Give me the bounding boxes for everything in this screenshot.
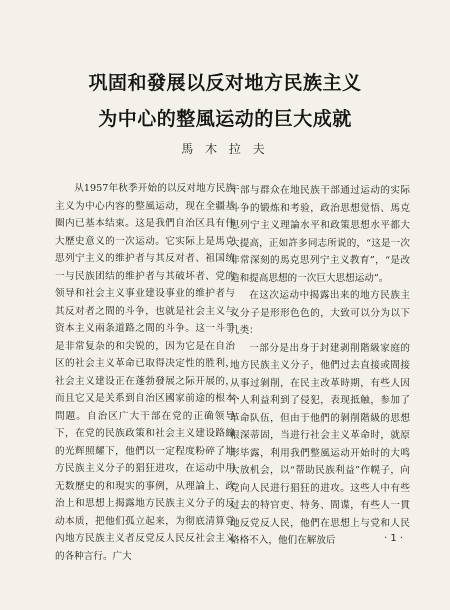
page-number: · 1 · — [384, 533, 404, 544]
author-name: 馬 木 拉 夫 — [181, 142, 269, 156]
right-paragraph-1: 干部与群众在地民族干部通过运动的实际斗争的锻炼和考验，政治思想觉悟、馬克思列宁主义理論水平和政策思想水平都大大提高，正如許多同志所说的，“这是一次非常深刻的馬克思列宁主义教育”，“是改造和提高思想的一次巨大思想运动”。 — [230, 185, 410, 284]
right-paragraph-2: 在这次运动中揭露出来的地方民族主义分子是形形色色的，大致可以分为以下几类： — [230, 290, 410, 336]
right-paragraph-3: 一部分是出身于封建剥削階級家庭的地方民族主义分子，他們过去直接或間接从事过剝削，在民主改革時期，有些人因个人利益利到了侵犯，表现抵触，参加了革命队伍，但由于他們的剝削階級的思想根深蒂固，当进行社会主义革命时，就原形毕露，利用我們整風运动开始时的大鸣大放机会，以“帮助民族利益”作幌子，向党向人民进行猖狂的进攻。这些人中有些过去的特官吏、特务、間谍，有些人一貫地反党反人民，他們在思想上与党和人民格格不入，他们在解放后 — [230, 342, 410, 546]
left-paragraph-1: 从1957年秋季开始的以反对地方民族主义为中心内容的整風运动，现在全疆基圈内已基本结束。这是我們自治区具有伟大歷史意义的一次运动。它实际上是馬克思列宁主义的维护者与其反对者、祖国统一与民族团结的维护者与其破坏者、党的领导和社会主义事业建设事业的维护者与其反对者之間的斗争，也就是社会主义与资本主义兩条道路之間的斗争。这一斗爭是非常复杂的和尖锐的，因为它是在自治区的社会主义革命已取得决定性的胜利，社会主义建设正在蓬勃發展之际开展的，而且它又是关系到自治区國家前途的根本問題。自治区广大干部在党的正确领导下，在党的民族政策和社会主义建设路線的光辉照耀下，他們以一定程度粉碎了地方民族主义分子的猖狂进攻，在运动中用无数歷史的和現实的事例，从理論上、政治上和思想上揭露地方民族主义分子的反动本质，把他们孤立起来，为彻底清算党內地方民族主义者反党反人民反社会主义的各种言行。广大 — [55, 183, 235, 562]
left-column — [55, 180, 235, 565]
article-title-line-1: 巩固和發展以反对地方民族主义 — [88, 72, 362, 94]
article-title-line-2: 为中心的整風运动的巨大成就 — [98, 108, 352, 130]
right-column — [230, 182, 410, 550]
